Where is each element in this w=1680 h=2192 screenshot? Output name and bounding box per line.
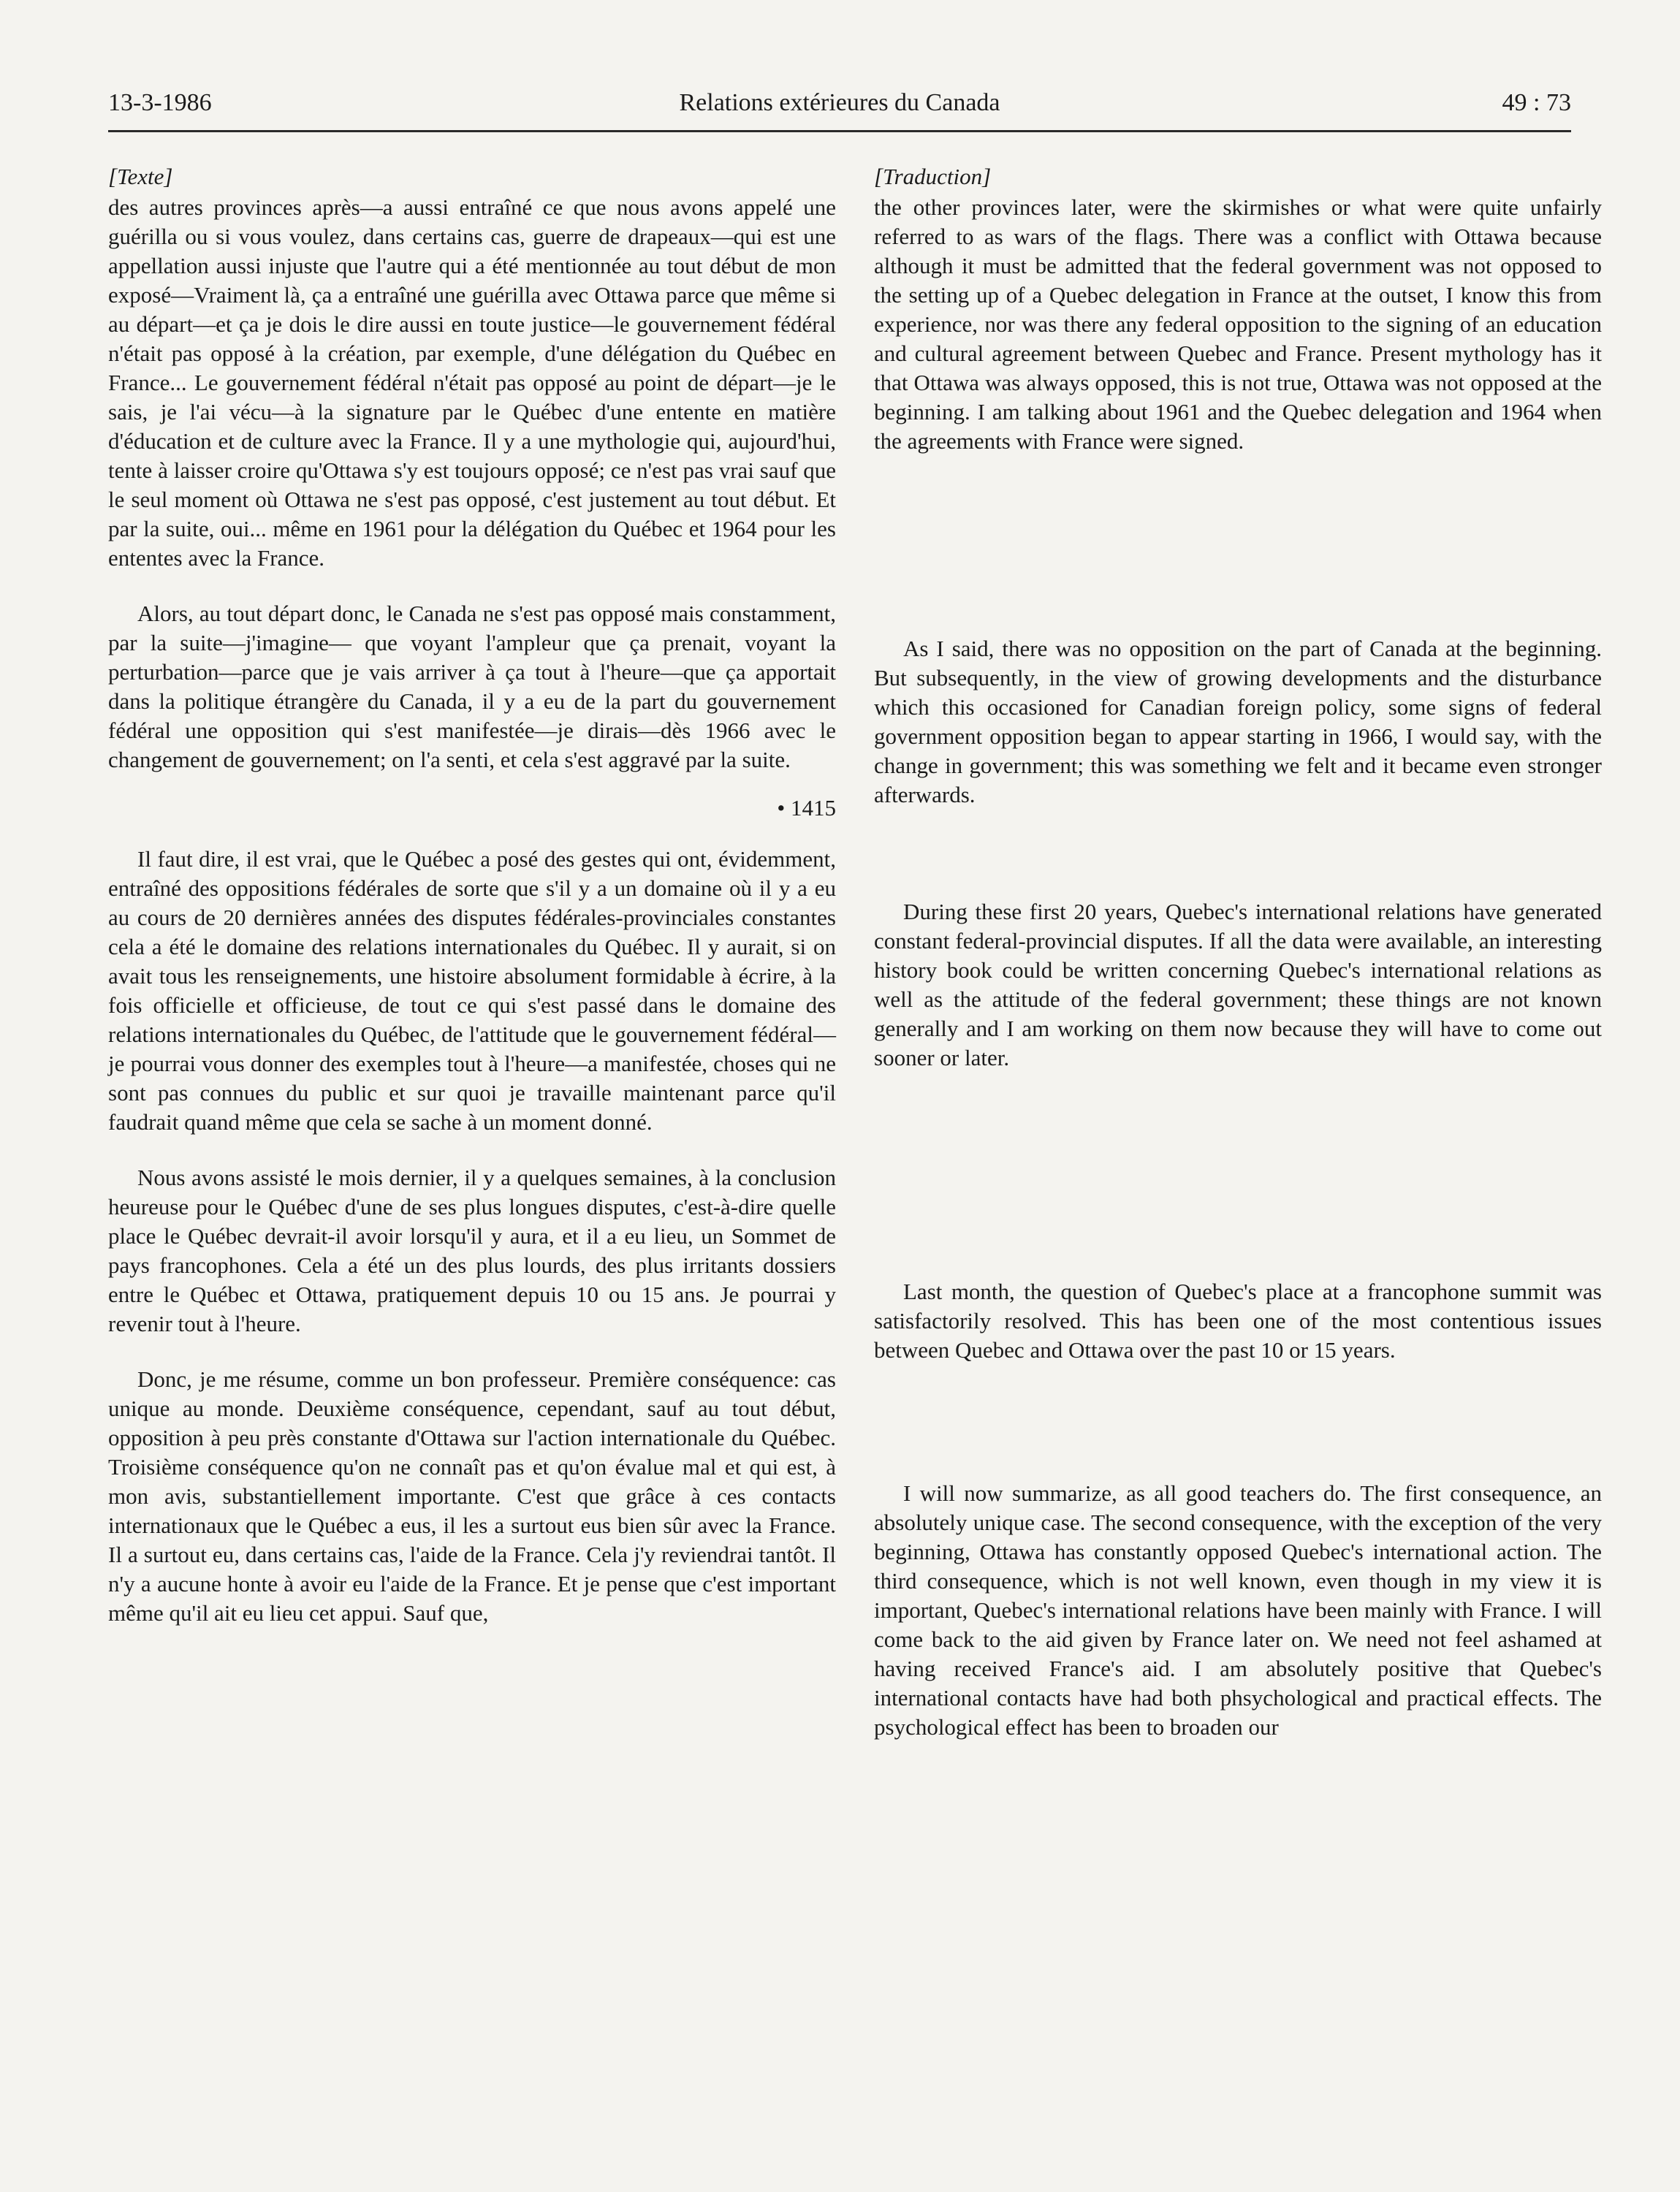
time-marker: • 1415	[777, 795, 836, 821]
left-paragraph-2: Alors, au tout départ donc, le Canada ne s'est pas opposé mais constamment, par la suite—j'imagine— que voyant l'ampleur que ça prenait, voyant la perturbation—parce que je vais arriver à ça tout à l'heure—que ça apportait dans la politique étrangère du Canada, il y a eu de la part du gouvernement fédéral une opposition qui s'est manifestée—je dirais—dès 1966 avec le changement de gouvernement; on l'a senti, et cela s'est aggravé par la suite.	[108, 601, 836, 772]
left-paragraph-5: Donc, je me résume, comme un bon professeur. Première conséquence: cas unique au monde. Deuxième conséquence, cependant, sauf au tout début, opposition à peu près constante d'Ottawa sur l'action internationale du Québec. Troisième conséquence qu'on ne connaît pas et qu'on évalue mal et qui est, à mon avis, substantiellement importante. C'est que grâce à ces contacts internationaux que le Québec a eus, il les a surtout eus bien sûr avec la France. Il a surtout eu, dans certains cas, l'aide de la France. Cela j'y reviendrai tantôt. Il n'y a aucune honte à avoir eu l'aide de la France. Et je pense que c'est important même qu'il ait eu lieu cet appui. Sauf que,	[108, 1366, 836, 1626]
left-paragraph-3: Il faut dire, il est vrai, que le Québec a posé des gestes qui ont, évidemment, entraîné des oppositions fédérales de sorte que s'il y a un domaine où il y a eu au cours de 20 dernières années des disputes fédérales-provinciales constantes cela a été le domaine des relations internationales du Québec. Il y aurait, si on avait tous les renseignements, une histoire absolument formidable à écrire, à la fois officielle et officieuse, de tout ce qui s'est passé dans le domaine des relations internationales du Québec, de l'attitude que le gouvernement fédéral—je pourrai vous donner des exemples tout à l'heure—a manifestée, choses qui ne sont pas connues du public et sur quoi je travaille maintenant parce qu'il faudrait quand même que cela se sache à un moment donné.	[108, 846, 836, 1135]
right-paragraph-2: As I said, there was no opposition on the part of Canada at the beginning. But subsequently, in the view of growing developments and the disturbance which this occasioned for Canadian foreign policy, some signs of federal government opposition began to appear starting in 1966, I would say, with the change in government; this was something we felt and it became even stronger afterwards.	[874, 636, 1602, 807]
right-paragraph-1: the other provinces later, were the skirmishes or what were quite unfairly referred to as wars of the flags. There was a conflict with Ottawa because although it must be admitted that the federal government was not opposed to the setting up of a Quebec delegation in France at the outset, I know this from experience, nor was there any federal opposition to the signing of an education and cultural agreement between Quebec and France. Present mythology has it that Ottawa was always opposed, this is not true, Ottawa was not opposed at the beginning. I am talking about 1961 and the Quebec delegation and 1964 when the agreements with France were signed.	[874, 194, 1602, 454]
left-paragraph-4: Nous avons assisté le mois dernier, il y a quelques semaines, à la conclusion heureuse pour le Québec d'une de ses plus longues disputes, c'est-à-dire quelle place le Québec devrait-il avoir lorsqu'il y aura, et il a eu lieu, un Sommet de pays francophones. Cela a été un des plus lourds, des plus irritants dossiers entre le Québec et Ottawa, pratiquement depuis 10 ou 15 ans. Je pourrai y revenir tout à l'heure.	[108, 1165, 836, 1336]
left-column-label: [Texte]	[108, 164, 173, 189]
left-column-french-text	[108, 162, 836, 1654]
left-paragraph-1: des autres provinces après—a aussi entraîné ce que nous avons appelé une guérilla ou si vous voulez, dans certains cas, guerre de drapeaux—qui est une appellation aussi injuste que l'autre qui a été mentionnée au tout début de mon exposé—Vraiment là, ça a entraîné une guérilla avec Ottawa parce que même si au départ—et ça je dois le dire aussi en toute justice—le gouvernement fédéral n'était pas opposé à la création, par exemple, d'une délégation du Québec en France... Le gouvernement fédéral n'était pas opposé au point de départ—je le sais, je l'ai vécu—à la signature par le Québec d'une entente en matière d'éducation et de culture avec la France. Il y a une mythologie qui, aujourd'hui, tente à laisser croire qu'Ottawa s'y est toujours opposé; ce n'est pas vrai sauf que le seul moment où Ottawa ne s'est pas opposé, c'est justement au tout début. Et par la suite, oui... même en 1961 pour la délégation du Québec et 1964 pour les ententes avec la France.	[108, 194, 836, 571]
right-paragraph-3: During these first 20 years, Quebec's international relations have generated constant federal-provincial disputes. If all the data were available, an interesting history book could be written concerning Quebec's international relations as well as the attitude of the federal government; these things are not known generally and I am working on them now because they will have to come out sooner or later.	[874, 899, 1602, 1070]
right-paragraph-5: I will now summarize, as all good teachers do. The first consequence, an absolutely unique case. The second consequence, with the exception of the very beginning, Ottawa has constantly opposed Quebec's international action. The third consequence, which is not well known, even though in my view it is important, Quebec's international relations have been mainly with France. I will come back to the aid given by France later on. We need not feel ashamed at having received France's aid. I am absolutely positive that Quebec's international contacts have had both phsychological and practical effects. The psychological effect has been to broaden our	[874, 1480, 1602, 1740]
header-page-number: 49 : 73	[1502, 89, 1571, 116]
right-column-english-translation	[874, 162, 1602, 1768]
right-column-label: [Traduction]	[874, 164, 992, 189]
running-header	[108, 86, 1571, 132]
header-title: Relations extérieures du Canada	[679, 89, 1000, 116]
header-date: 13-3-1986	[108, 89, 212, 116]
right-paragraph-4: Last month, the question of Quebec's place at a francophone summit was satisfactorily resolved. This has been one of the most contentious issues between Quebec and Ottawa over the past 10 or 15 years.	[874, 1279, 1602, 1363]
